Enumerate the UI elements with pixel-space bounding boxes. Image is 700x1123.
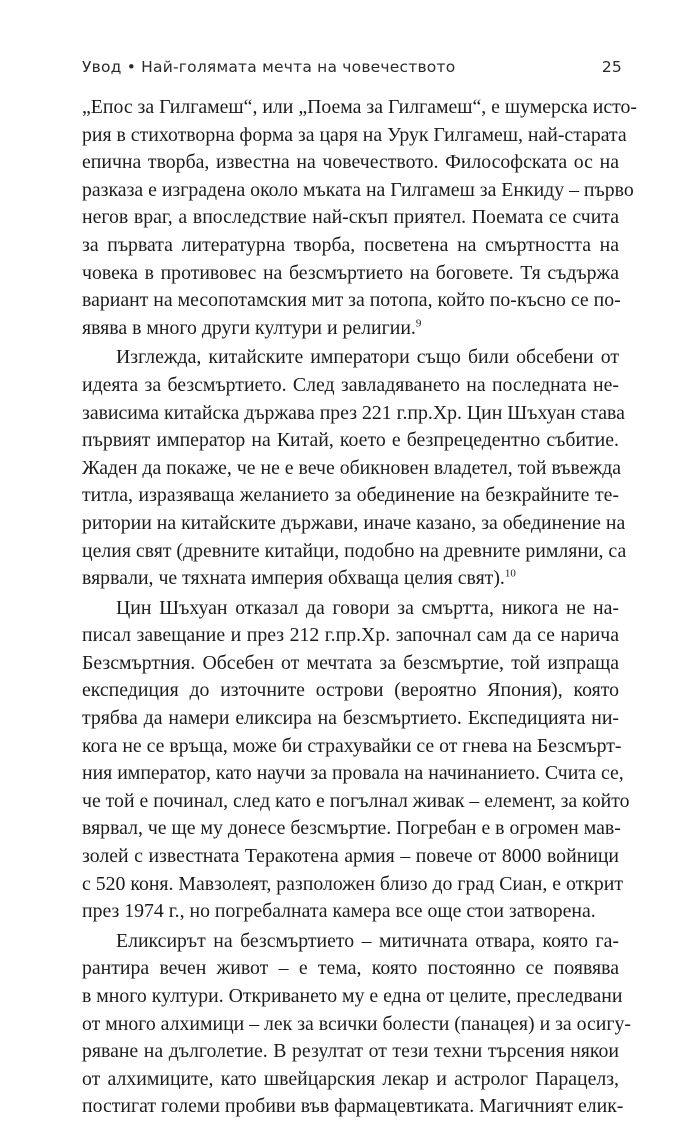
text-line: негов враг, а впоследствие най-скъп приятел. Поемата се счита	[82, 206, 619, 229]
paragraph	[82, 928, 631, 1121]
text-line: явява в много други култури и религии.$^9$	[82, 316, 422, 339]
text-line: Изглежда, китайските императори също били обсебени от	[116, 346, 619, 369]
text-line: рантира вечен живот – е тема, която постоянно се появява	[82, 957, 619, 980]
text-line: експедиция до източните острови (вероятно Япония), която	[82, 679, 619, 702]
text-line: Жаден да покаже, че не е вече обикновен владетел, той въвежда	[82, 456, 622, 479]
text-line: ряване на дълголетие. В резултат от тези техни търсения някои	[82, 1040, 619, 1063]
text-line: ния император, като научи за провала на начинанието. Счита се,	[82, 762, 624, 785]
text-line: золей с известната Теракотена армия – повече от 8000 войници	[82, 845, 619, 868]
paragraph	[82, 595, 630, 926]
text-line: постигат големи пробиви във фармацевтиката. Магичният елик-	[82, 1095, 624, 1118]
text-line: разказа е изградена около мъката на Гилгамеш за Енкиду – първо	[82, 178, 634, 201]
text-line: зависима китайска държава през 221 г.пр.Хр. Цин Шъхуан става	[82, 401, 625, 424]
text-line: трябва да намери еликсира на безсмъртието. Експедицията ни-	[82, 707, 619, 730]
body-text	[82, 94, 637, 1123]
text-line: в много култури. Откриването му е една от целите, преследвани	[82, 985, 623, 1007]
text-line: ритории на китайските държави, иначе казано, за обединение на	[82, 511, 626, 534]
page-number: 25	[601, 58, 622, 76]
text-line: че той е починал, след като е погълнал живак – елемент, за който	[82, 789, 630, 812]
text-line: рия в стихотворна форма за царя на Урук Гилгамеш, най-старата	[82, 123, 627, 146]
text-line: от алхимиците, като швейцарския лекар и астролог Парацелз,	[82, 1067, 619, 1090]
running-header	[82, 58, 622, 86]
text-line: с 520 коня. Мавзолеят, разположен близо до град Сиан, е открит	[82, 872, 623, 895]
paragraph	[82, 344, 627, 592]
text-line: целия свят (древните китайци, подобно на древните римляни, са	[82, 539, 627, 562]
text-line: Цин Шъхуан отказал да говори за смъртта, никога не на-	[116, 596, 619, 619]
text-line: за първата литературна творба, посветена на смъртността на	[82, 233, 619, 256]
text-line: човека в противовес на безсмъртието на боговете. Тя съдържа	[82, 261, 619, 284]
text-line: епична творба, известна на човечеството. Философската ос на	[82, 151, 619, 174]
text-line: първият император на Китай, което е безпрецедентно събитие.	[82, 429, 619, 452]
text-line: идеята за безсмъртието. След завладяването на последната не-	[82, 373, 619, 396]
text-line: Еликсирът на безсмъртието – митичната отвара, която га-	[116, 929, 619, 952]
text-line: титла, изразяваща желанието за обединение на безкрайните те-	[82, 484, 619, 507]
text-line: вярвали, че тяхната империя обхваща целия свят).$^{10}$	[82, 567, 516, 590]
footnote-marker: 9	[415, 317, 422, 330]
text-line: през 1974 г., но погребалната камера все още стои затворена.	[82, 900, 596, 923]
text-line: „Епос за Гилгамеш“, или „Поема за Гилгамеш“, е шумерска исто-	[82, 96, 637, 118]
running-title: Увод • Най-голямата мечта на човечеството	[82, 58, 456, 76]
text-line: писал завещание и през 212 г.пр.Хр. започнал сам да се нарича	[82, 624, 619, 647]
text-line: от много алхимици – лек за всички болести (панацея) и за осигу-	[82, 1012, 631, 1035]
footnote-marker: 10	[504, 567, 516, 580]
text-line: вариант на месопотамския мит за потопа, който по-късно се по-	[82, 289, 621, 312]
text-line: кога не се връща, може би страхувайки се от гнева на Безсмърт-	[82, 734, 622, 757]
text-line: Безсмъртния. Обсебен от мечтата за безсмъртие, той изпраща	[82, 651, 619, 674]
paragraph	[82, 94, 637, 342]
text-line: вярвал, че ще му донесе безсмъртие. Погребан е в огромен мав-	[82, 817, 621, 840]
